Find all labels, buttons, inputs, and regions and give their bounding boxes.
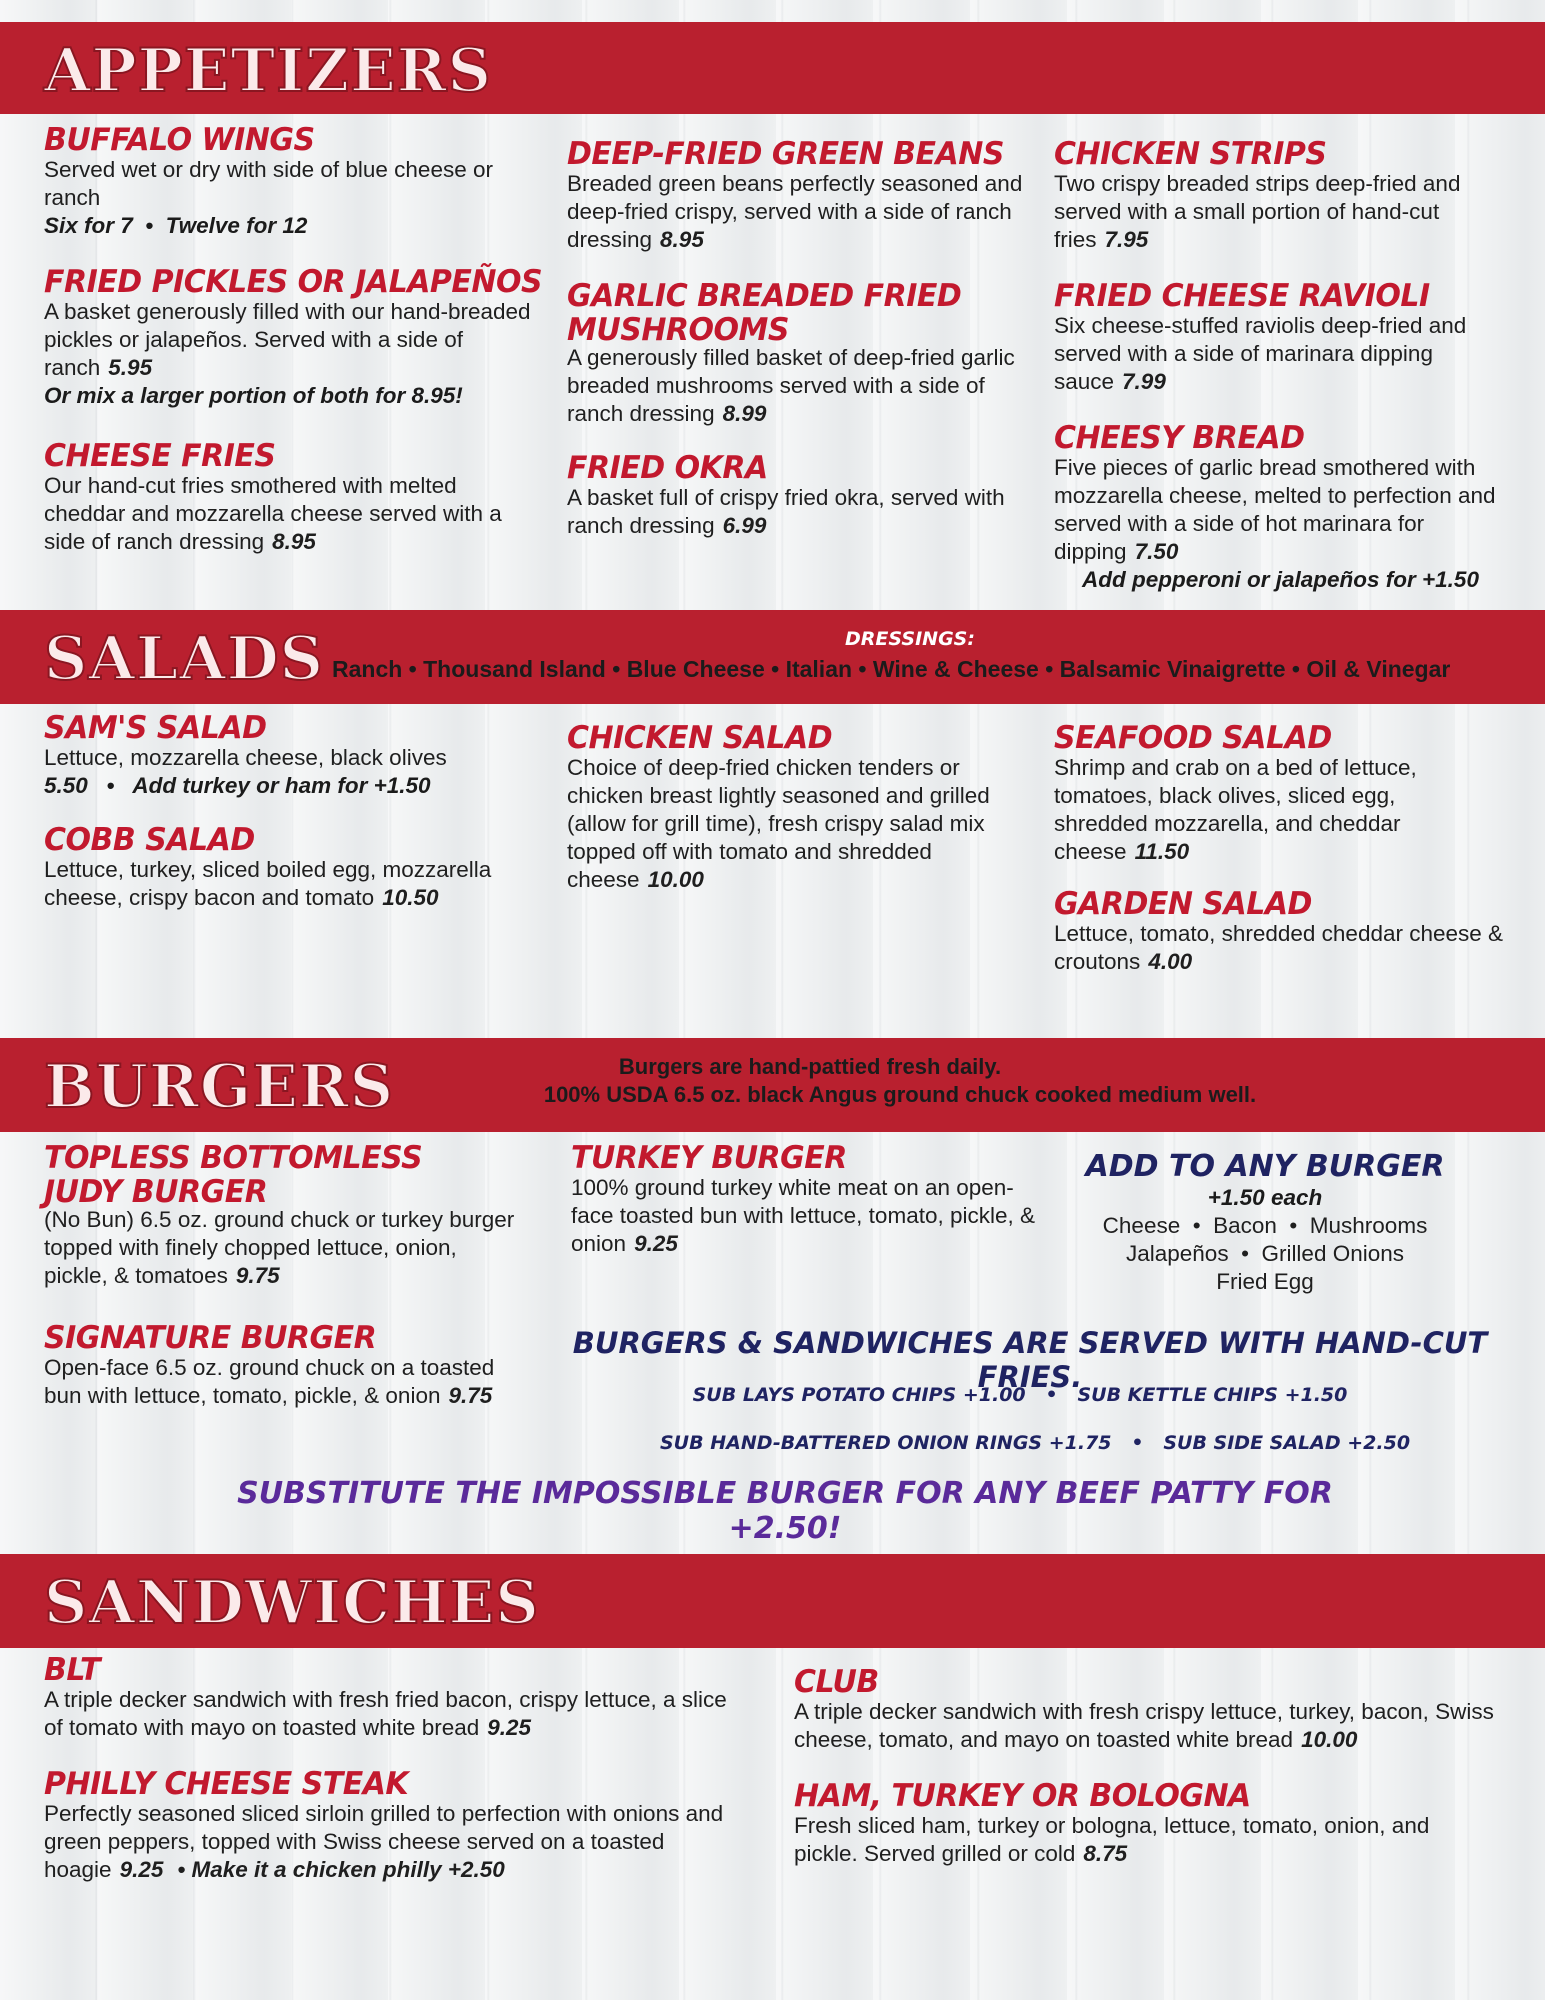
menu-item-chicken-strips xyxy=(1054,135,1524,254)
item-price: 9.25 xyxy=(487,1715,532,1740)
salads-title: SALADS xyxy=(44,624,324,694)
item-name: CHICKEN SALAD xyxy=(567,719,833,757)
item-name: SAM'S SALAD xyxy=(44,709,267,747)
item-description: Breaded green beans perfectly seasoned and deep-fried crispy, served with a side of ranch dressing xyxy=(567,171,1023,252)
menu-item-buffalo-wings xyxy=(44,121,544,240)
item-description: Shrimp and crab on a bed of lettuce, tomatoes, black olives, sliced egg, shredded mozzarella, and cheddar cheese xyxy=(1054,755,1417,864)
menu-item-garden-salad xyxy=(1054,885,1524,976)
appetizers-title: APPETIZERS xyxy=(44,36,492,106)
burgers-banner-line-1: Burgers are hand-pattied fresh daily. xyxy=(618,1054,1002,1079)
item-price: 6.99 xyxy=(722,513,767,538)
item-description: A triple decker sandwich with fresh fried bacon, crispy lettuce, a slice of tomato with mayo on toasted white bread xyxy=(44,1687,727,1740)
item-description: Served wet or dry with side of blue cheese or ranch xyxy=(44,157,493,210)
item-description: Fresh sliced ham, turkey or bologna, lettuce, tomato, onion, and pickle. Served grilled or cold xyxy=(794,1813,1430,1866)
item-description: A basket full of crispy fried okra, served with ranch dressing xyxy=(567,485,1005,538)
item-price: 10.00 xyxy=(1301,1727,1358,1752)
item-description: A triple decker sandwich with fresh crispy lettuce, turkey, bacon, Swiss cheese, tomato, and mayo on toasted white bread xyxy=(794,1699,1494,1752)
item-name: FRIED PICKLES OR JALAPEÑOS xyxy=(44,263,543,301)
item-price: 5.95 xyxy=(108,355,153,380)
item-description: Perfectly seasoned sliced sirloin grilled to perfection with onions and green peppers, topped with Swiss cheese served on a toasted hoagie xyxy=(44,1801,724,1882)
item-price: 10.00 xyxy=(647,867,704,892)
item-description: 100% ground turkey white meat on an open-face toasted bun with lettuce, tomato, pickle, & onion xyxy=(571,1175,1036,1256)
menu-item-turkey-burger xyxy=(571,1139,1041,1258)
item-description: A generously filled basket of deep-fried garlic breaded mushrooms served with a side of ranch dressing xyxy=(567,345,1015,426)
item-price: 9.25 xyxy=(634,1231,678,1256)
item-name: GARDEN SALAD xyxy=(1054,885,1312,923)
item-name: HAM, TURKEY OR BOLOGNA xyxy=(794,1777,1251,1815)
item-name: TURKEY BURGER xyxy=(571,1139,847,1177)
item-description: Our hand-cut fries smothered with melted cheddar and mozzarella cheese served with a side of ranch dressing xyxy=(44,473,502,554)
item-price: Six for 7 • Twelve for 12 xyxy=(44,213,308,238)
salads-banner xyxy=(0,610,1545,704)
dressings-list: Ranch • Thousand Island • Blue Cheese • Italian • Wine & Cheese • Balsamic Vinaigrette • Oil & Vinegar xyxy=(332,656,1451,682)
item-price: 11.50 xyxy=(1134,839,1190,864)
burger-addons xyxy=(1050,1150,1480,1296)
menu-item-ham-turkey-bologna xyxy=(794,1777,1494,1868)
item-description: Six cheese-stuffed raviolis deep-fried and served with a side of marinara dipping sauce xyxy=(1054,313,1467,394)
item-price: 9.75 xyxy=(235,1263,280,1288)
substitution-line-1: SUB LAYS POTATO CHIPS +1.00 • SUB KETTLE CHIPS +1.50 xyxy=(692,1384,1348,1406)
burgers-banner xyxy=(0,1038,1545,1132)
item-description: Lettuce, turkey, sliced boiled egg, mozzarella cheese, crispy bacon and tomato xyxy=(44,857,492,910)
menu-item-philly xyxy=(44,1765,764,1884)
item-description: (No Bun) 6.5 oz. ground chuck or turkey burger topped with finely chopped lettuce, onion, pickle, & tomatoes xyxy=(44,1207,515,1288)
item-description: Lettuce, tomato, shredded cheddar cheese & croutons xyxy=(1054,921,1504,974)
menu-item-seafood-salad xyxy=(1054,719,1494,866)
addons-price: +1.50 each xyxy=(1207,1185,1323,1210)
menu-item-mushrooms xyxy=(567,277,1017,428)
item-price: 8.99 xyxy=(722,401,767,426)
item-name: GARLIC BREADED FRIED MUSHROOMS xyxy=(567,277,962,349)
item-price: 9.75 xyxy=(448,1383,493,1408)
item-name: CHEESY BREAD xyxy=(1054,419,1305,457)
item-price: 10.50 xyxy=(382,885,439,910)
item-note: • Make it a chicken philly +2.50 xyxy=(177,1857,505,1882)
item-name: TOPLESS BOTTOMLESS JUDY BURGER xyxy=(44,1139,423,1211)
item-name: DEEP-FRIED GREEN BEANS xyxy=(567,135,1004,173)
dressings-label: DRESSINGS: xyxy=(845,628,975,650)
item-description: Open-face 6.5 oz. ground chuck on a toasted bun with lettuce, tomato, pickle, & onion xyxy=(44,1355,495,1408)
item-name: COBB SALAD xyxy=(44,821,255,859)
addons-line-3: Fried Egg xyxy=(1216,1269,1314,1294)
item-name: CHICKEN STRIPS xyxy=(1054,135,1327,173)
burgers-banner-line-2: 100% USDA 6.5 oz. black Angus ground chuck cooked medium well. xyxy=(543,1082,1257,1107)
item-price: 7.50 xyxy=(1134,539,1179,564)
menu-item-topless-burger xyxy=(44,1139,524,1290)
menu-item-green-beans xyxy=(567,135,1037,254)
sandwiches-title: SANDWICHES xyxy=(44,1568,540,1638)
burgers-title: BURGERS xyxy=(44,1052,395,1122)
menu-item-signature-burger xyxy=(44,1319,514,1410)
item-description: A basket generously filled with our hand-breaded pickles or jalapeños. Served with a side of ranch xyxy=(44,299,531,380)
item-name: BLT xyxy=(44,1651,100,1689)
item-note: Add pepperoni or jalapeños for +1.50 xyxy=(1082,567,1479,592)
item-description: Five pieces of garlic bread smothered with mozzarella cheese, melted to perfection and served with a side of hot marinara for dipping xyxy=(1054,455,1496,564)
menu-item-blt xyxy=(44,1651,744,1742)
item-price: 8.75 xyxy=(1083,1841,1128,1866)
served-with-fries: BURGERS & SANDWICHES ARE SERVED WITH HAND-CUT FRIES. xyxy=(572,1326,1488,1394)
item-price: 5.50 • Add turkey or ham for +1.50 xyxy=(44,773,431,798)
menu-item-club xyxy=(794,1663,1494,1754)
item-name: SEAFOOD SALAD xyxy=(1054,719,1332,757)
item-price: 7.99 xyxy=(1122,369,1166,394)
item-note: Or mix a larger portion of both for 8.95! xyxy=(44,383,463,408)
item-price: 9.25 xyxy=(119,1857,164,1882)
item-price: 7.95 xyxy=(1104,227,1149,252)
item-name: BUFFALO WINGS xyxy=(44,121,315,159)
item-price: 8.95 xyxy=(272,529,316,554)
sandwiches-banner xyxy=(0,1554,1545,1648)
menu-item-ravioli xyxy=(1054,277,1524,396)
item-description: Two crispy breaded strips deep-fried and served with a small portion of hand-cut fries xyxy=(1054,171,1461,252)
item-name: PHILLY CHEESE STEAK xyxy=(44,1765,409,1803)
item-name: CHEESE FRIES xyxy=(44,437,276,475)
menu-item-cobb-salad xyxy=(44,821,544,912)
item-name: FRIED OKRA xyxy=(567,449,768,487)
menu-item-cheese-fries xyxy=(44,437,544,556)
menu-item-sams-salad xyxy=(44,709,564,800)
menu-item-okra xyxy=(567,449,1017,540)
impossible-burger-note: SUBSTITUTE THE IMPOSSIBLE BURGER FOR ANY BEEF PATTY FOR +2.50! xyxy=(237,1476,1333,1546)
item-description: Choice of deep-fried chicken tenders or chicken breast lightly seasoned and grilled (allow for grill time), fresh crispy salad mix topped off with tomato and shredded cheese xyxy=(567,755,990,892)
menu-item-cheesy-bread xyxy=(1054,419,1524,594)
item-name: CLUB xyxy=(794,1663,879,1701)
item-name: FRIED CHEESE RAVIOLI xyxy=(1054,277,1430,315)
addons-title: ADD TO ANY BURGER xyxy=(1085,1149,1445,1184)
appetizers-banner xyxy=(0,22,1545,114)
menu-item-chicken-salad xyxy=(567,719,1037,894)
item-price: 8.95 xyxy=(660,227,704,252)
addons-line-1: Cheese • Bacon • Mushrooms xyxy=(1102,1213,1428,1238)
menu-item-fried-pickles xyxy=(44,263,544,410)
item-description: Lettuce, mozzarella cheese, black olives xyxy=(44,745,447,770)
addons-line-2: Jalapeños • Grilled Onions xyxy=(1125,1241,1405,1266)
item-name: SIGNATURE BURGER xyxy=(44,1319,377,1357)
item-price: 4.00 xyxy=(1148,949,1193,974)
substitution-line-2: SUB HAND-BATTERED ONION RINGS +1.75 • SUB SIDE SALAD +2.50 xyxy=(660,1432,1411,1454)
